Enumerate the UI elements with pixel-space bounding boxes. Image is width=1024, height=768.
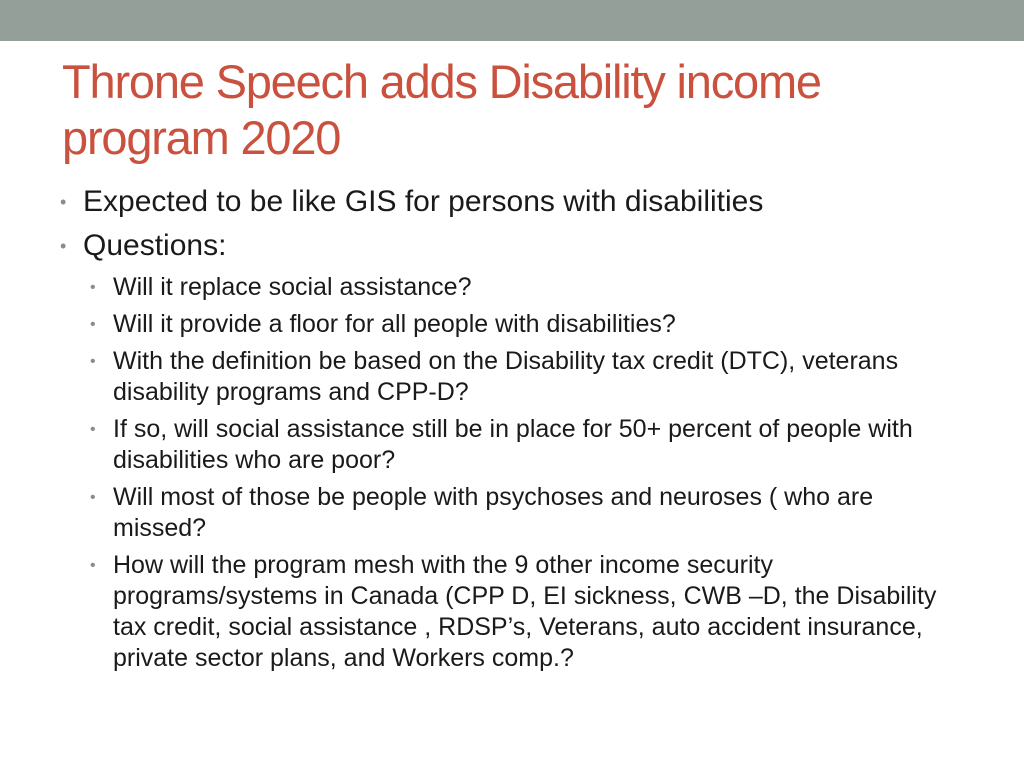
sub-bullet-item (60, 414, 953, 476)
sub-bullet-text: With the definition be based on the Disability tax credit (DTC), veterans disability programs and CPP-D? (113, 347, 899, 406)
bullet-text: Questions: (83, 229, 227, 262)
sub-bullet-icon: • (90, 489, 96, 506)
sub-bullet-text: Will it replace social assistance? (113, 273, 472, 301)
sub-bullet-item (60, 550, 953, 674)
sub-bullet-text: If so, will social assistance still be in place for 50+ percent of people with disabilities who are poor? (113, 415, 913, 474)
bullet-icon: • (60, 192, 67, 212)
sub-bullet-text: Will it provide a floor for all people with disabilities? (113, 310, 676, 338)
bullet-icon: • (60, 236, 67, 256)
sub-bullet-text: Will most of those be people with psychoses and neuroses ( who are missed? (113, 483, 874, 542)
sub-bullet-list (60, 272, 960, 674)
sub-bullet-text: How will the program mesh with the 9 other income security programs/systems in Canada (CPP D, EI sickness, CWB –D, the Disability tax credit, social assistance , RDSP’s, Veterans, auto accident insurance, private sector plans, and Workers comp.? (113, 551, 937, 672)
sub-bullet-icon: • (90, 353, 96, 370)
sub-bullet-item (60, 272, 953, 303)
sub-bullet-icon: • (90, 421, 96, 438)
top-accent-bar (0, 0, 1024, 41)
sub-bullet-icon: • (90, 279, 96, 296)
bullet-item (60, 228, 960, 264)
sub-bullet-item (60, 482, 953, 544)
sub-bullet-icon: • (90, 557, 96, 574)
sub-bullet-icon: • (90, 316, 96, 333)
bullet-text: Expected to be like GIS for persons with disabilities (83, 185, 764, 218)
slide-title: Throne Speech adds Disability income program 2020 (62, 55, 821, 164)
sub-bullet-item (60, 346, 953, 408)
sub-bullet-item (60, 309, 953, 340)
bullet-item (60, 184, 960, 220)
slide-body (60, 184, 960, 680)
